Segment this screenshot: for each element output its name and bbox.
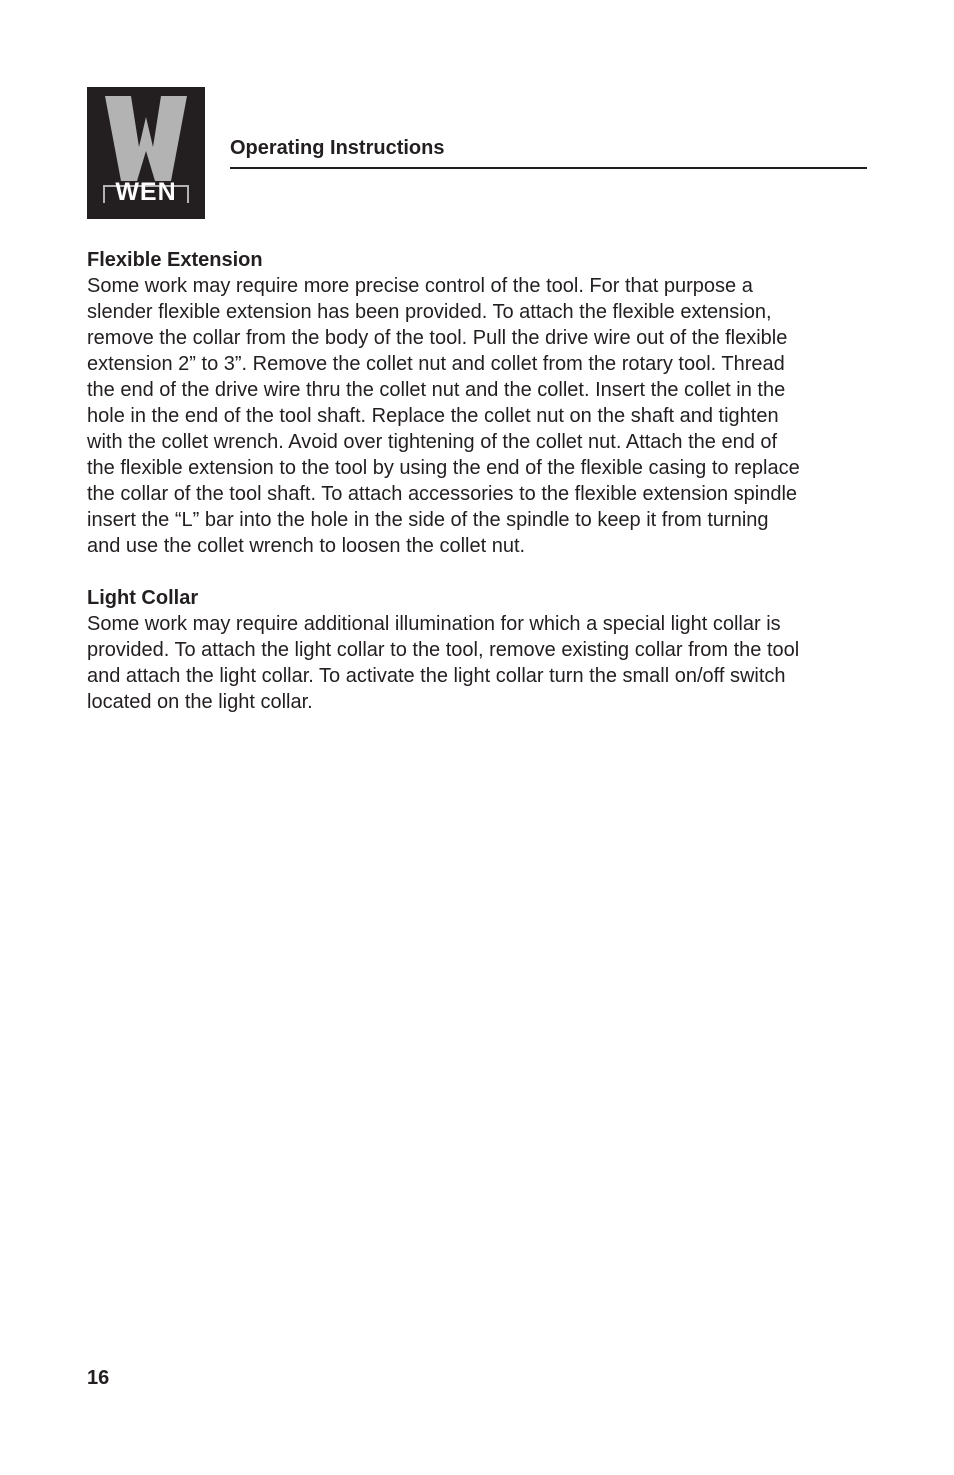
text-line: and use the collet wrench to loosen the collet nut. (87, 535, 526, 557)
text-line: hole in the end of the tool shaft. Replace the collet nut on the shaft and tighten (87, 405, 779, 427)
text-line: with the collet wrench. Avoid over tightening of the collet nut. Attach the end of (87, 431, 778, 453)
text-line: slender flexible extension has been provided. To attach the flexible extension, (87, 301, 772, 323)
page-number: 16 (87, 1367, 110, 1389)
text-line: Some work may require additional illumination for which a special light collar is (87, 613, 781, 635)
header-divider (230, 167, 867, 169)
text-line: the flexible extension to the tool by using the end of the flexible casing to replace (87, 457, 800, 479)
content (87, 247, 877, 715)
text-line: the collar of the tool shaft. To attach accessories to the flexible extension spindle (87, 483, 798, 505)
section-light-collar (87, 585, 877, 715)
text-line: provided. To attach the light collar to the tool, remove existing collar from the tool (87, 639, 800, 661)
section-flexible-extension (87, 247, 877, 559)
text-line: and attach the light collar. To activate the light collar turn the small on/off switch (87, 665, 786, 687)
text-line: insert the “L” bar into the hole in the side of the spindle to keep it from turning (87, 509, 769, 531)
page-title: Operating Instructions (230, 137, 445, 159)
text-line: remove the collar from the body of the tool. Pull the drive wire out of the flexible (87, 327, 788, 349)
text-line: the end of the drive wire thru the collet nut and the collet. Insert the collet in the (87, 379, 786, 401)
text-line: located on the light collar. (87, 691, 313, 713)
section-heading: Flexible Extension (87, 249, 263, 271)
section-heading: Light Collar (87, 587, 199, 609)
text-line: extension 2” to 3”. Remove the collet nut and collet from the rotary tool. Thread (87, 353, 785, 375)
svg-text:WEN: WEN (115, 178, 177, 206)
section-body (87, 273, 877, 559)
wen-logo (87, 87, 205, 219)
section-body (87, 611, 877, 715)
text-line: Some work may require more precise control of the tool. For that purpose a (87, 275, 753, 297)
